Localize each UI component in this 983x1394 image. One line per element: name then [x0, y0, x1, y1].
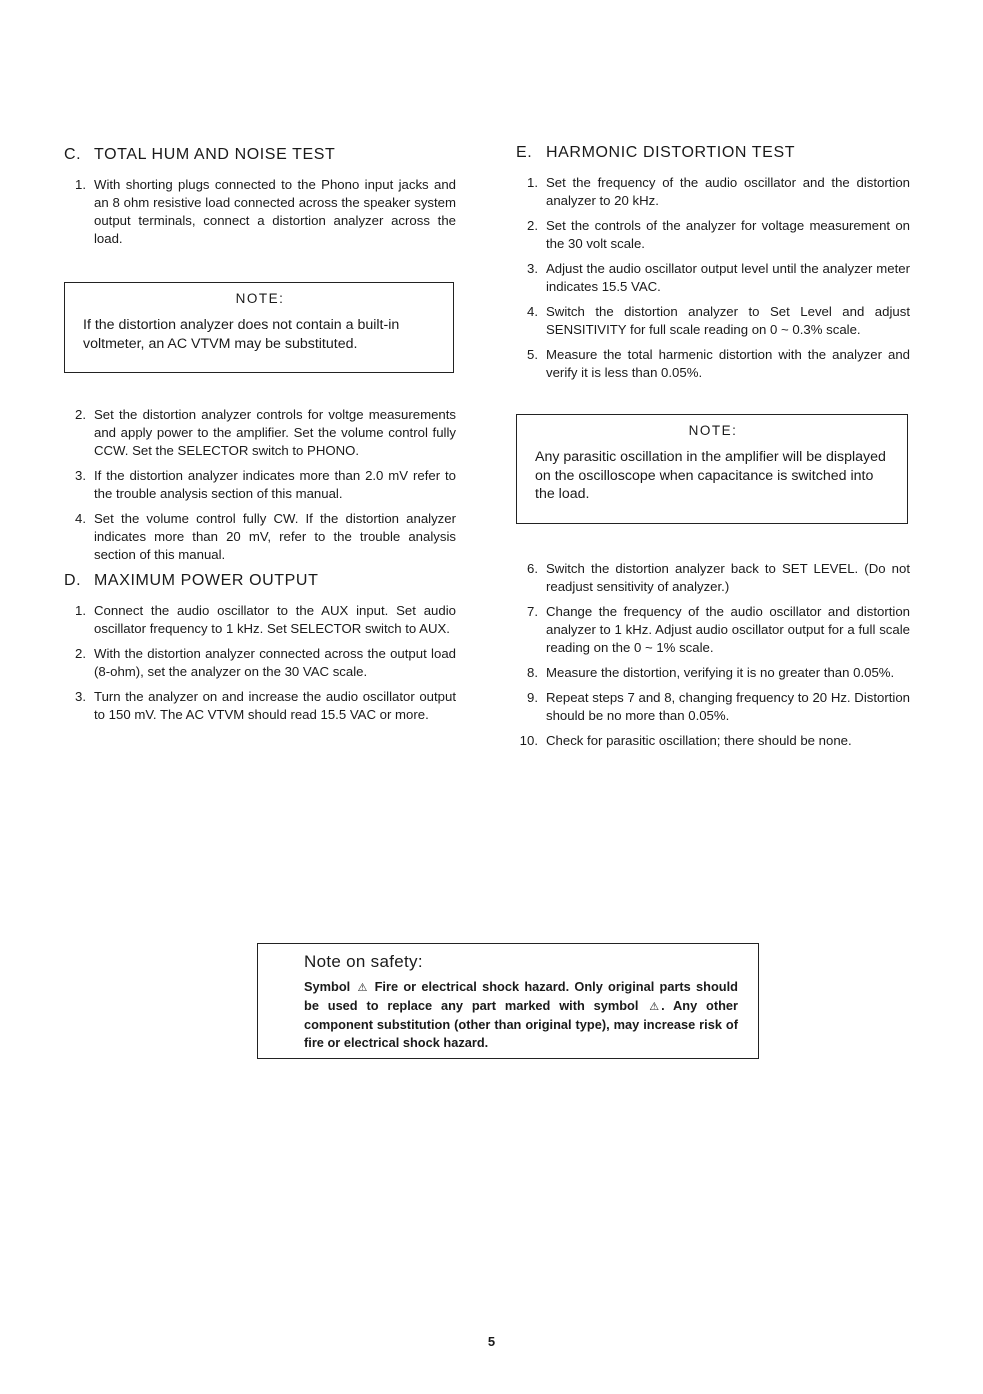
- step-number: [516, 346, 546, 382]
- step-number: [64, 688, 94, 724]
- step-number: [516, 174, 546, 210]
- step-number: [516, 260, 546, 296]
- safety-text-part-2: Fire or electrical shock hazard. Only original parts should be used to replace any part marked with symbol: [304, 979, 738, 1013]
- step-number: [64, 176, 94, 248]
- warning-triangle-icon: ⚠: [357, 982, 368, 994]
- section-e-title: HARMONIC DISTORTION TEST: [546, 144, 796, 161]
- step-number-label: 5.: [527, 347, 538, 362]
- step-number-label: 1.: [75, 177, 86, 192]
- step-number: [516, 303, 546, 339]
- step-item: [516, 174, 910, 210]
- step-item: [516, 689, 910, 725]
- step-text: Connect the audio oscillator to the AUX input. Set audio oscillator frequency to 1 kHz. Set SELECTOR switch to AUX.: [94, 603, 456, 636]
- note-c-text: If the distortion analyzer does not contain a built-in voltmeter, an AC VTVM may be substituted.: [83, 317, 400, 352]
- section-c-steps-b: [64, 406, 456, 564]
- step-number: [516, 217, 546, 253]
- step-item: [516, 303, 910, 339]
- step-number-label: 4.: [75, 511, 86, 526]
- note-box-c: [64, 282, 454, 373]
- section-d-heading: [64, 572, 456, 590]
- step-item: [516, 664, 910, 682]
- step-number-label: 6.: [527, 561, 538, 576]
- step-text: Set the frequency of the audio oscillator and the distortion analyzer to 20 kHz.: [546, 175, 910, 208]
- safety-text-part-1: Symbol: [304, 979, 351, 994]
- step-item: [64, 645, 456, 681]
- step-text: With shorting plugs connected to the Phono input jacks and an 8 ohm resistive load connected across the speaker system output terminals, connect a distortion analyzer across the load.: [94, 177, 456, 246]
- note-c-title: NOTE:: [235, 291, 285, 306]
- step-number-label: 2.: [527, 218, 538, 233]
- step-text: Switch the distortion analyzer to Set Level and adjust SENSITIVITY for full scale reading on 0 ~ 0.3% scale.: [546, 304, 910, 337]
- step-number: [64, 467, 94, 503]
- step-item: [516, 217, 910, 253]
- step-text: Measure the total harmenic distortion with the analyzer and verify it is less than 0.05%.: [546, 347, 910, 380]
- step-item: [64, 176, 456, 248]
- step-number-label: 2.: [75, 646, 86, 661]
- step-item: [516, 560, 910, 596]
- step-number-label: 4.: [527, 304, 538, 319]
- step-number-label: 3.: [75, 689, 86, 704]
- section-d-steps: [64, 602, 456, 724]
- step-text: Set the volume control fully CW. If the distortion analyzer indicates more than 20 mV, refer to the trouble analysis section of this manual.: [94, 511, 456, 562]
- step-text: Adjust the audio oscillator output level until the analyzer meter indicates 15.5 VAC.: [546, 261, 910, 294]
- section-c-steps-a: [64, 176, 456, 248]
- step-item: [64, 602, 456, 638]
- step-item: [64, 406, 456, 460]
- section-d-title: MAXIMUM POWER OUTPUT: [94, 572, 319, 589]
- step-number-label: 1.: [75, 603, 86, 618]
- safety-note-box: [257, 943, 759, 1059]
- step-text: Repeat steps 7 and 8, changing frequency to 20 Hz. Distortion should be no more than 0.05%.: [546, 690, 910, 723]
- step-item: [64, 467, 456, 503]
- step-text: With the distortion analyzer connected across the output load (8-ohm), set the analyzer on the 30 VAC scale.: [94, 646, 456, 679]
- note-box-e: [516, 414, 908, 524]
- section-e-steps-a: [516, 174, 910, 382]
- step-number-label: 3.: [527, 261, 538, 276]
- step-number: [64, 602, 94, 638]
- step-text: Set the controls of the analyzer for voltage measurement on the 30 volt scale.: [546, 218, 910, 251]
- step-number: [516, 689, 546, 725]
- section-e-letter: E.: [516, 144, 533, 161]
- step-number-label: 1.: [527, 175, 538, 190]
- left-column: [64, 146, 456, 731]
- step-text: Switch the distortion analyzer back to SET LEVEL. (Do not readjust sensitivity of analyzer.): [546, 561, 910, 594]
- step-number: [516, 560, 546, 596]
- step-number: [64, 406, 94, 460]
- warning-triangle-icon: ⚠: [649, 1001, 660, 1013]
- page-number: 5: [487, 1334, 496, 1349]
- step-text: Set the distortion analyzer controls for voltge measurements and apply power to the amplifier. Set the volume control fully CCW. Set the SELECTOR switch to PHONO.: [94, 407, 456, 458]
- section-c-letter: C.: [64, 146, 82, 163]
- step-number-label: 9.: [527, 690, 538, 705]
- step-item: [64, 688, 456, 724]
- step-text: Change the frequency of the audio oscillator and distortion analyzer to 1 kHz. Adjust audio oscillator output for a full scale reading on the 0 ~ 1% scale.: [546, 604, 910, 655]
- section-e-heading: [516, 144, 910, 162]
- safety-text: [304, 978, 738, 1052]
- step-number-label: 2.: [75, 407, 86, 422]
- section-d-letter: D.: [64, 572, 82, 589]
- step-text: Check for parasitic oscillation; there should be none.: [546, 733, 852, 748]
- step-text: Measure the distortion, verifying it is no greater than 0.05%.: [546, 665, 895, 680]
- step-number-label: 8.: [527, 665, 538, 680]
- note-e-title: NOTE:: [688, 423, 738, 438]
- section-c-heading: [64, 146, 456, 164]
- step-item: [516, 732, 910, 750]
- step-number: [516, 664, 546, 682]
- step-number-label: 7.: [527, 604, 538, 619]
- step-item: [516, 603, 910, 657]
- step-number: [516, 732, 546, 750]
- step-number-label: 3.: [75, 468, 86, 483]
- section-e-steps-b: [516, 560, 910, 750]
- note-e-text: Any parasitic oscillation in the amplifier will be displayed on the oscilloscope when capacitance is switched into the load.: [535, 449, 886, 502]
- step-text: Turn the analyzer on and increase the audio oscillator output to 150 mV. The AC VTVM should read 15.5 VAC or more.: [94, 689, 456, 722]
- right-column: [516, 144, 910, 757]
- section-c-title: TOTAL HUM AND NOISE TEST: [94, 146, 336, 163]
- step-number: [64, 510, 94, 564]
- step-text: If the distortion analyzer indicates more than 2.0 mV refer to the trouble analysis section of this manual.: [94, 468, 456, 501]
- safety-title: Note on safety:: [304, 952, 423, 971]
- step-item: [516, 260, 910, 296]
- step-number: [516, 603, 546, 657]
- step-number-label: 10.: [519, 733, 538, 748]
- step-number: [64, 645, 94, 681]
- step-item: [516, 346, 910, 382]
- step-item: [64, 510, 456, 564]
- safety-text-part-3: . Any other component substitution (other than original type), may increase risk of fire or electrical shock hazard.: [304, 998, 738, 1050]
